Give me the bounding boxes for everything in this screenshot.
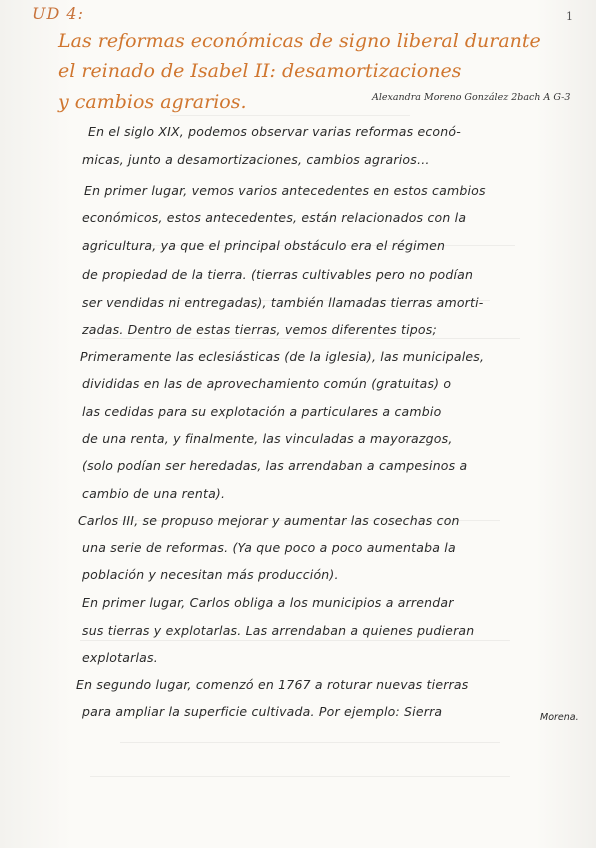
body-line: las cedidas para su explotación a particulares a cambio: [82, 404, 442, 419]
body-line: En primer lugar, vemos varios antecedentes en estos cambios: [84, 183, 486, 198]
body-line: Carlos III, se propuso mejorar y aumentar las cosechas con: [78, 513, 460, 528]
body-line: Primeramente las eclesiásticas (de la iglesia), las municipales,: [80, 349, 485, 364]
body-line: En primer lugar, Carlos obliga a los municipios a arrendar: [82, 595, 454, 610]
author-line: Alexandra Moreno González 2bach A G-3: [372, 92, 571, 103]
body-line: de una renta, y finalmente, las vinculadas a mayorazgos,: [82, 431, 453, 446]
title-line-1: Las reformas económicas de signo liberal durante: [58, 30, 541, 52]
body-line: explotarlas.: [82, 650, 158, 665]
body-line: ser vendidas ni entregadas), también llamadas tierras amorti-: [82, 295, 484, 310]
body-line: sus tierras y explotarlas. Las arrendaban a quienes pudieran: [82, 623, 475, 638]
body-line: económicos, estos antecedentes, están relacionados con la: [82, 210, 467, 225]
page-number: 1: [566, 10, 573, 23]
body-line: zadas. Dentro de estas tierras, vemos diferentes tipos;: [82, 322, 437, 337]
body-line-tail: Morena.: [540, 712, 579, 723]
body-line: cambio de una renta).: [82, 486, 226, 501]
body-line: agricultura, ya que el principal obstáculo era el régimen: [82, 238, 446, 253]
title-line-3: y cambios agrarios.: [58, 91, 247, 113]
body-line: población y necesitan más producción).: [82, 567, 339, 582]
body-line: divididas en las de aprovechamiento común (gratuitas) o: [82, 376, 452, 391]
title-line-2: el reinado de Isabel II: desamortizaciones: [58, 60, 462, 82]
body-line: En el siglo XIX, podemos observar varias reformas econó-: [88, 124, 461, 139]
body-line: (solo podían ser heredadas, las arrendaban a campesinos a: [82, 458, 468, 473]
body-line: micas, junto a desamortizaciones, cambios agrarios…: [82, 152, 430, 167]
body-line: para ampliar la superficie cultivada. Por ejemplo: Sierra: [82, 704, 443, 719]
body-line: En segundo lugar, comenzó en 1767 a roturar nuevas tierras: [76, 677, 469, 692]
body-line: una serie de reformas. (Ya que poco a poco aumentaba la: [82, 540, 456, 555]
unit-label: UD 4:: [32, 4, 84, 23]
body-line: de propiedad de la tierra. (tierras cultivables pero no podían: [82, 267, 474, 282]
